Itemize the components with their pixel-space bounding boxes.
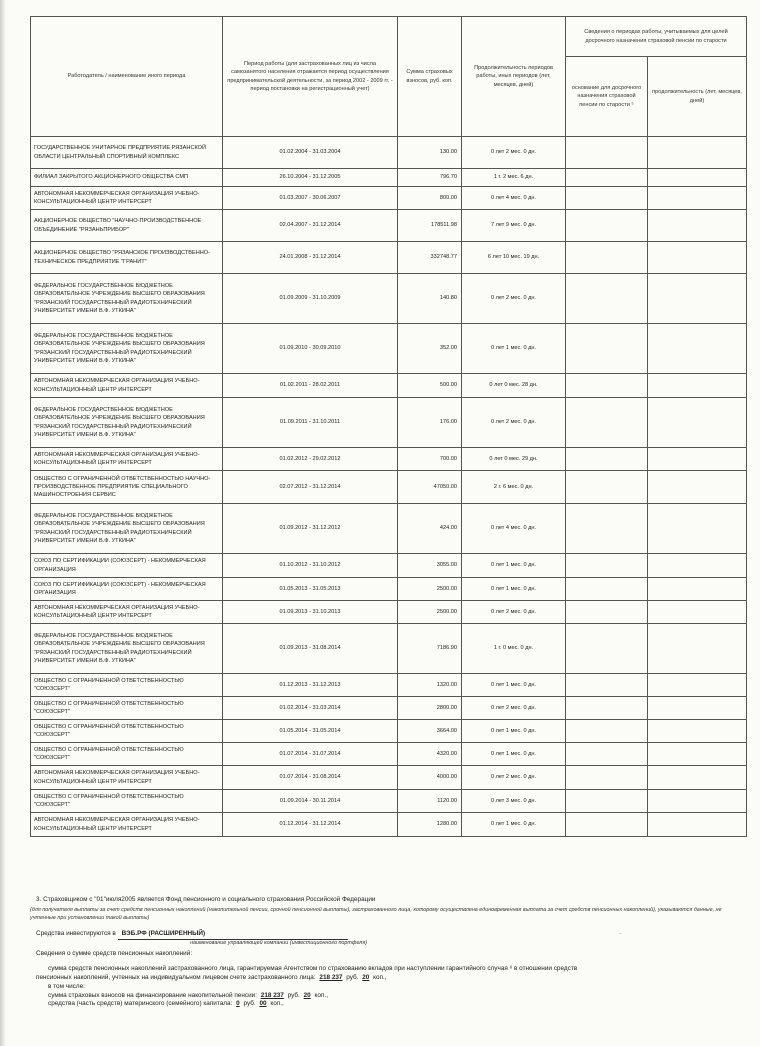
table-row (31, 697, 747, 720)
sum-cell: 2500.00 (398, 601, 462, 624)
contrib-kop: 20 (303, 991, 311, 999)
duration-cell: 0 лет 1 мес. 0 дн. (462, 743, 566, 766)
footer-section (30, 896, 746, 1009)
early-duration-cell (648, 448, 747, 471)
including-label: в том числе: (48, 982, 85, 990)
period-cell: 01.10.2012 - 31.10.2012 (223, 554, 398, 578)
duration-cell: 1 г. 0 мес. 0 дн. (462, 624, 566, 674)
early-duration-cell (648, 187, 747, 210)
employer-cell: ФЕДЕРАЛЬНОЕ ГОСУДАРСТВЕННОЕ БЮДЖЕТНОЕ ОБРАЗОВАТЕЛЬНОЕ УЧРЕЖДЕНИЕ ВЫСШЕГО ОБРАЗОВАНИЯ "РЯЗАНСКИЙ ГОСУДАРСТВЕННЫЙ РАДИОТЕХНИЧЕСКИЙ УНИВЕРСИТЕТ ИМЕНИ В.Ф. УТКИНА" (31, 274, 223, 324)
sum-cell: 800.00 (398, 187, 462, 210)
employer-cell: АВТОНОМНАЯ НЕКОММЕРЧЕСКАЯ ОРГАНИЗАЦИЯ УЧЕБНО-КОНСУЛЬТАЦИОННЫЙ ЦЕНТР ИНТЕРСЕРТ (31, 448, 223, 471)
employer-cell: ОБЩЕСТВО С ОГРАНИЧЕННОЙ ОТВЕТСТВЕННОСТЬЮ "СОЮЗСЕРТ" (31, 674, 223, 697)
period-cell: 01.02.2004 - 31.03.2004 (223, 137, 398, 169)
duration-cell: 2 г. 6 мес. 0 дн. (462, 471, 566, 504)
table-row (31, 578, 747, 601)
maternal-kop-label: коп. (270, 1000, 282, 1008)
period-cell: 02.04.2007 - 31.12.2014 (223, 210, 398, 242)
duration-cell: 0 лет 2 мес. 0 дн. (462, 601, 566, 624)
early-basis-cell (566, 398, 648, 448)
sum-cell: 796.70 (398, 169, 462, 187)
contrib-rub-label: руб. (287, 991, 300, 999)
table-row (31, 242, 747, 274)
employer-cell: СОЮЗ ПО СЕРТИФИКАЦИИ (СОЮЗСЕРТ) - НЕКОММЕРЧЕСКАЯ ОРГАНИЗАЦИЯ (31, 554, 223, 578)
early-basis-cell (566, 169, 648, 187)
table-row (31, 766, 747, 790)
period-cell: 01.09.2013 - 31.08.2014 (223, 624, 398, 674)
work-periods-table (30, 16, 747, 837)
duration-cell: 0 лет 3 мес. 0 дн. (462, 790, 566, 813)
sum-cell: 176.00 (398, 398, 462, 448)
table-row (31, 324, 747, 374)
employer-cell: АВТОНОМНАЯ НЕКОММЕРЧЕСКАЯ ОРГАНИЗАЦИЯ УЧЕБНО-КОНСУЛЬТАЦИОННЫЙ ЦЕНТР ИНТЕРСЕРТ (31, 813, 223, 837)
early-basis-cell (566, 674, 648, 697)
early-basis-cell (566, 448, 648, 471)
duration-cell: 0 лет 1 мес. 0 дн. (462, 554, 566, 578)
employer-cell: ФИЛИАЛ ЗАКРЫТОГО АКЦИОНЕРНОГО ОБЩЕСТВА СМП (31, 169, 223, 187)
table-row (31, 720, 747, 743)
table-row (31, 471, 747, 504)
employer-cell: ФЕДЕРАЛЬНОЕ ГОСУДАРСТВЕННОЕ БЮДЖЕТНОЕ ОБРАЗОВАТЕЛЬНОЕ УЧРЕЖДЕНИЕ ВЫСШЕГО ОБРАЗОВАНИЯ "РЯЗАНСКИЙ ГОСУДАРСТВЕННЫЙ РАДИОТЕХНИЧЕСКИЙ УНИВЕРСИТЕТ ИМЕНИ В.Ф. УТКИНА" (31, 324, 223, 374)
duration-cell: 0 лет 2 мес. 0 дн. (462, 766, 566, 790)
early-basis-cell (566, 471, 648, 504)
sum-cell: 178511.98 (398, 210, 462, 242)
sum-cell: 3055.00 (398, 554, 462, 578)
sum-cell: 140.80 (398, 274, 462, 324)
early-duration-cell (648, 554, 747, 578)
savings-label: Сведения о сумме средств пенсионных накоплений: (36, 949, 193, 957)
early-duration-cell (648, 374, 747, 398)
duration-cell: 0 лет 4 мес. 0 дн. (462, 187, 566, 210)
employer-cell: АВТОНОМНАЯ НЕКОММЕРЧЕСКАЯ ОРГАНИЗАЦИЯ УЧЕБНО-КОНСУЛЬТАЦИОННЫЙ ЦЕНТР ИНТЕРСЕРТ (31, 766, 223, 790)
early-duration-cell (648, 210, 747, 242)
early-duration-cell (648, 578, 747, 601)
early-basis-cell (566, 813, 648, 837)
invested-label: Средства инвестируются в (36, 930, 116, 938)
table-row (31, 813, 747, 837)
early-duration-cell (648, 471, 747, 504)
sum-cell: 1280.00 (398, 813, 462, 837)
early-duration-cell (648, 813, 747, 837)
sum-cell: 1120.00 (398, 790, 462, 813)
sum-cell: 1320.00 (398, 674, 462, 697)
employer-cell: АВТОНОМНАЯ НЕКОММЕРЧЕСКАЯ ОРГАНИЗАЦИЯ УЧЕБНО-КОНСУЛЬТАЦИОННЫЙ ЦЕНТР ИНТЕРСЕРТ (31, 187, 223, 210)
invested-note: наименование управляющей компании (инвестиционного портфеля) (190, 940, 368, 947)
table-row (31, 374, 747, 398)
period-cell: 01.09.2012 - 31.12.2012 (223, 504, 398, 554)
duration-cell: 0 лет 4 мес. 0 дн. (462, 504, 566, 554)
early-duration-cell (648, 601, 747, 624)
table-row (31, 137, 747, 169)
early-basis-cell (566, 697, 648, 720)
early-duration-cell (648, 674, 747, 697)
early-basis-cell (566, 242, 648, 274)
table-row (31, 169, 747, 187)
header-period: Период работы (для застрахованных лиц из числа самозанятого населения отражается период осуществления предпринимательской деятельности, за период 2002 - 2009 гг. - период постановки на регистрационный учет) (223, 17, 398, 137)
table-row (31, 601, 747, 624)
early-basis-cell (566, 187, 648, 210)
table-row (31, 790, 747, 813)
employer-cell: ОБЩЕСТВО С ОГРАНИЧЕННОЙ ОТВЕТСТВЕННОСТЬЮ НАУЧНО-ПРОИЗВОДСТВЕННОЕ ПРЕДПРИЯТИЕ СПЕЦИАЛЬНОГО МАШИНОСТРОЕНИЯ СЕРВИС (31, 471, 223, 504)
early-duration-cell (648, 324, 747, 374)
header-employer: Работодатель / наименование иного периода (31, 17, 223, 137)
sum-cell: 4000.00 (398, 766, 462, 790)
guarantee-kop-label: коп. (373, 973, 385, 981)
early-basis-cell (566, 374, 648, 398)
header-early-group: Сведения о периодах работы, учитываемых для целей досрочного назначения страховой пенсии по старости (566, 17, 747, 57)
early-basis-cell (566, 601, 648, 624)
sum-cell: 352.00 (398, 324, 462, 374)
maternal-kop: 00 (259, 1000, 267, 1008)
early-basis-cell (566, 766, 648, 790)
period-cell: 01.09.2010 - 30.09.2010 (223, 324, 398, 374)
early-duration-cell (648, 624, 747, 674)
duration-cell: 0 лет 0 мес. 29 дн. (462, 448, 566, 471)
early-basis-cell (566, 790, 648, 813)
period-cell: 01.02.2014 - 31.03.2014 (223, 697, 398, 720)
employer-cell: СОЮЗ ПО СЕРТИФИКАЦИИ (СОЮЗСЕРТ) - НЕКОММЕРЧЕСКАЯ ОРГАНИЗАЦИЯ (31, 578, 223, 601)
early-basis-cell (566, 324, 648, 374)
early-basis-cell (566, 504, 648, 554)
table-row (31, 674, 747, 697)
employer-cell: ФЕДЕРАЛЬНОЕ ГОСУДАРСТВЕННОЕ БЮДЖЕТНОЕ ОБРАЗОВАТЕЛЬНОЕ УЧРЕЖДЕНИЕ ВЫСШЕГО ОБРАЗОВАНИЯ "РЯЗАНСКИЙ ГОСУДАРСТВЕННЫЙ РАДИОТЕХНИЧЕСКИЙ УНИВЕРСИТЕТ ИМЕНИ В.Ф. УТКИНА" (31, 504, 223, 554)
insurer-note: (для получателя выплаты за счет средств пенсионных накоплений (накопительной пенсии, срочной пенсионной выплаты), застрахованного лица, которому осуществлена единовременная выплата за счет средств пенсионных накоплений), указываются данные, не учтенные при установлении такой выплаты) (30, 906, 722, 921)
contrib-kop-label: коп. (314, 991, 327, 999)
early-basis-cell (566, 137, 648, 169)
duration-cell: 0 лет 2 мес. 0 дн. (462, 274, 566, 324)
guarantee-kop: 20 (362, 973, 370, 981)
employer-cell: АКЦИОНЕРНОЕ ОБЩЕСТВО "РЯЗАНСКОЕ ПРОИЗВОДСТВЕННО-ТЕХНИЧЕСКОЕ ПРЕДПРИЯТИЕ "ГРАНИТ" (31, 242, 223, 274)
early-duration-cell (648, 504, 747, 554)
sum-cell: 424.00 (398, 504, 462, 554)
early-basis-cell (566, 743, 648, 766)
guarantee-text-a: сумма средств пенсионных накоплений застрахованного лица, гарантируемая Агентством по страхованию вкладов при наступлении гарантийного случая ⁶ в отношении средств (48, 964, 578, 972)
table-row (31, 448, 747, 471)
period-cell: 01.09.2013 - 31.10.2013 (223, 601, 398, 624)
employer-cell: ФЕДЕРАЛЬНОЕ ГОСУДАРСТВЕННОЕ БЮДЖЕТНОЕ ОБРАЗОВАТЕЛЬНОЕ УЧРЕЖДЕНИЕ ВЫСШЕГО ОБРАЗОВАНИЯ "РЯЗАНСКИЙ ГОСУДАРСТВЕННЫЙ РАДИОТЕХНИЧЕСКИЙ УНИВЕРСИТЕТ ИМЕНИ В.Ф. УТКИНА" (31, 398, 223, 448)
sum-cell: 2500.00 (398, 578, 462, 601)
sum-cell: 332748.77 (398, 242, 462, 274)
header-duration: Продолжительность периодов работы, иных периодов (лет, месяцев, дней) (462, 17, 566, 137)
duration-cell: 7 лет 9 мес. 0 дн. (462, 210, 566, 242)
maternal-rub-label: руб. (243, 1000, 256, 1008)
employer-cell: ФЕДЕРАЛЬНОЕ ГОСУДАРСТВЕННОЕ БЮДЖЕТНОЕ ОБРАЗОВАТЕЛЬНОЕ УЧРЕЖДЕНИЕ ВЫСШЕГО ОБРАЗОВАНИЯ "РЯЗАНСКИЙ ГОСУДАРСТВЕННЫЙ РАДИОТЕХНИЧЕСКИЙ УНИВЕРСИТЕТ ИМЕНИ В.Ф. УТКИНА" (31, 624, 223, 674)
period-cell: 01.02.2011 - 28.02.2011 (223, 374, 398, 398)
duration-cell: 0 лет 1 мес. 0 дн. (462, 578, 566, 601)
duration-cell: 0 лет 1 мес. 0 дн. (462, 813, 566, 837)
duration-cell: 0 лет 0 мес. 28 дн. (462, 374, 566, 398)
early-duration-cell (648, 169, 747, 187)
table-row (31, 743, 747, 766)
contrib-rub: 218 237 (260, 991, 284, 999)
employer-cell: ОБЩЕСТВО С ОГРАНИЧЕННОЙ ОТВЕТСТВЕННОСТЬЮ "СОЮЗСЕРТ" (31, 720, 223, 743)
sum-cell: 700.00 (398, 448, 462, 471)
table-row (31, 274, 747, 324)
duration-cell: 0 лет 2 мес. 0 дн. (462, 137, 566, 169)
insurer-line: 3. Страховщиком с "01"июля2005 является Фонд пенсионного и социального страхования Российской Федерации (36, 896, 376, 903)
early-duration-cell (648, 398, 747, 448)
early-basis-cell (566, 554, 648, 578)
period-cell: 01.03.2007 - 30.06.2007 (223, 187, 398, 210)
contrib-label: сумма страховых взносов на финансирование накопительной пенсии: (48, 991, 257, 999)
early-duration-cell (648, 790, 747, 813)
early-duration-cell (648, 720, 747, 743)
header-sum: Сумма страховых взносов, руб. коп. (398, 17, 462, 137)
period-cell: 02.07.2012 - 31.12.2014 (223, 471, 398, 504)
early-duration-cell (648, 137, 747, 169)
employer-cell: АКЦИОНЕРНОЕ ОБЩЕСТВО "НАУЧНО-ПРОИЗВОДСТВЕННОЕ ОБЪЕДИНЕНИЕ "РЯЗАНЬПРИБОР" (31, 210, 223, 242)
maternal-rub: 0 (236, 1000, 240, 1008)
header-early-basis: основание для досрочного назначения страховой пенсии по старости ⁵ (566, 57, 648, 137)
duration-cell: 0 лет 1 мес. 0 дн. (462, 674, 566, 697)
guarantee-rub-label: руб. (346, 973, 359, 981)
table-row (31, 554, 747, 578)
table-row (31, 504, 747, 554)
duration-cell: 6 лет 10 мес. 19 дн. (462, 242, 566, 274)
period-cell: 01.07.2014 - 31.07.2014 (223, 743, 398, 766)
maternal-row: средства (часть средств) материнского (семейного) капитала: 0 руб. 00 коп., (48, 1000, 284, 1008)
invested-row: Средства инвестируются в ВЭБ.РФ (РАСШИРЕННЫЙ) - (30, 930, 746, 940)
sum-cell: 7186.90 (398, 624, 462, 674)
header-early-duration: продолжительность (лет, месяцев, дней) (648, 57, 747, 137)
duration-cell: 0 лет 2 мес. 0 дн. (462, 697, 566, 720)
contrib-row: сумма страховых взносов на финансирование накопительной пенсии: 218 237 руб. 20 коп., (48, 991, 328, 999)
period-cell: 26.10.2004 - 31.12.2005 (223, 169, 398, 187)
duration-cell: 0 лет 1 мес. 0 дн. (462, 324, 566, 374)
sum-cell: 2800.00 (398, 697, 462, 720)
invested-value: ВЭБ.РФ (РАСШИРЕННЫЙ) (118, 930, 348, 940)
sum-cell: 4320.00 (398, 743, 462, 766)
period-cell: 24.01.2008 - 31.12.2014 (223, 242, 398, 274)
table-row (31, 624, 747, 674)
early-basis-cell (566, 210, 648, 242)
sum-cell: 47050.00 (398, 471, 462, 504)
table-body (31, 137, 747, 837)
sum-cell: 3664.00 (398, 720, 462, 743)
guarantee-text-b: пенсионных накоплений, учтенных на индивидуальном лицевом счете застрахованного лица: (36, 973, 316, 981)
duration-cell: 1 г. 2 мес. 6 дн. (462, 169, 566, 187)
early-basis-cell (566, 720, 648, 743)
table-row (31, 398, 747, 448)
employer-cell: АВТОНОМНАЯ НЕКОММЕРЧЕСКАЯ ОРГАНИЗАЦИЯ УЧЕБНО-КОНСУЛЬТАЦИОННЫЙ ЦЕНТР ИНТЕРСЕРТ (31, 601, 223, 624)
duration-cell: 0 лет 2 мес. 0 дн. (462, 398, 566, 448)
employer-cell: АВТОНОМНАЯ НЕКОММЕРЧЕСКАЯ ОРГАНИЗАЦИЯ УЧЕБНО-КОНСУЛЬТАЦИОННЫЙ ЦЕНТР ИНТЕРСЕРТ (31, 374, 223, 398)
duration-cell: 0 лет 1 мес. 0 дн. (462, 720, 566, 743)
early-basis-cell (566, 274, 648, 324)
period-cell: 01.09.2009 - 31.10.2009 (223, 274, 398, 324)
table-row (31, 210, 747, 242)
period-cell: 01.07.2014 - 31.08.2014 (223, 766, 398, 790)
employer-cell: ОБЩЕСТВО С ОГРАНИЧЕННОЙ ОТВЕТСТВЕННОСТЬЮ "СОЮЗСЕРТ" (31, 697, 223, 720)
period-cell: 01.02.2012 - 29.02.2012 (223, 448, 398, 471)
sum-cell: 500.00 (398, 374, 462, 398)
early-duration-cell (648, 697, 747, 720)
table-row (31, 187, 747, 210)
early-duration-cell (648, 766, 747, 790)
employer-cell: ГОСУДАРСТВЕННОЕ УНИТАРНОЕ ПРЕДПРИЯТИЕ РЯЗАНСКОЙ ОБЛАСТИ ЦЕНТРАЛЬНЫЙ СПОРТИВНЫЙ КОМПЛЕКС (31, 137, 223, 169)
period-cell: 01.05.2014 - 31.05.2014 (223, 720, 398, 743)
period-cell: 01.05.2013 - 31.05.2013 (223, 578, 398, 601)
early-duration-cell (648, 242, 747, 274)
employer-cell: ОБЩЕСТВО С ОГРАНИЧЕННОЙ ОТВЕТСТВЕННОСТЬЮ "СОЮЗСЕРТ" (31, 743, 223, 766)
employer-cell: ОБЩЕСТВО С ОГРАНИЧЕННОЙ ОТВЕТСТВЕННОСТЬЮ "СОЮЗСЕРТ" (31, 790, 223, 813)
sum-cell: 130.00 (398, 137, 462, 169)
scan-edge-shadow (0, 0, 6, 1046)
early-duration-cell (648, 743, 747, 766)
period-cell: 01.12.2014 - 31.12.2014 (223, 813, 398, 837)
early-basis-cell (566, 578, 648, 601)
early-duration-cell (648, 274, 747, 324)
period-cell: 01.12.2013 - 31.12.2013 (223, 674, 398, 697)
period-cell: 01.09.2011 - 31.10.2011 (223, 398, 398, 448)
guarantee-row: пенсионных накоплений, учтенных на индивидуальном лицевом счете застрахованного лица: 218 237 руб. 20 коп., (36, 973, 387, 981)
maternal-label: средства (часть средств) материнского (семейного) капитала: (48, 1000, 233, 1008)
guarantee-rub: 218 237 (319, 973, 343, 981)
period-cell: 01.09.2014 - 30.11.2014 (223, 790, 398, 813)
early-basis-cell (566, 624, 648, 674)
